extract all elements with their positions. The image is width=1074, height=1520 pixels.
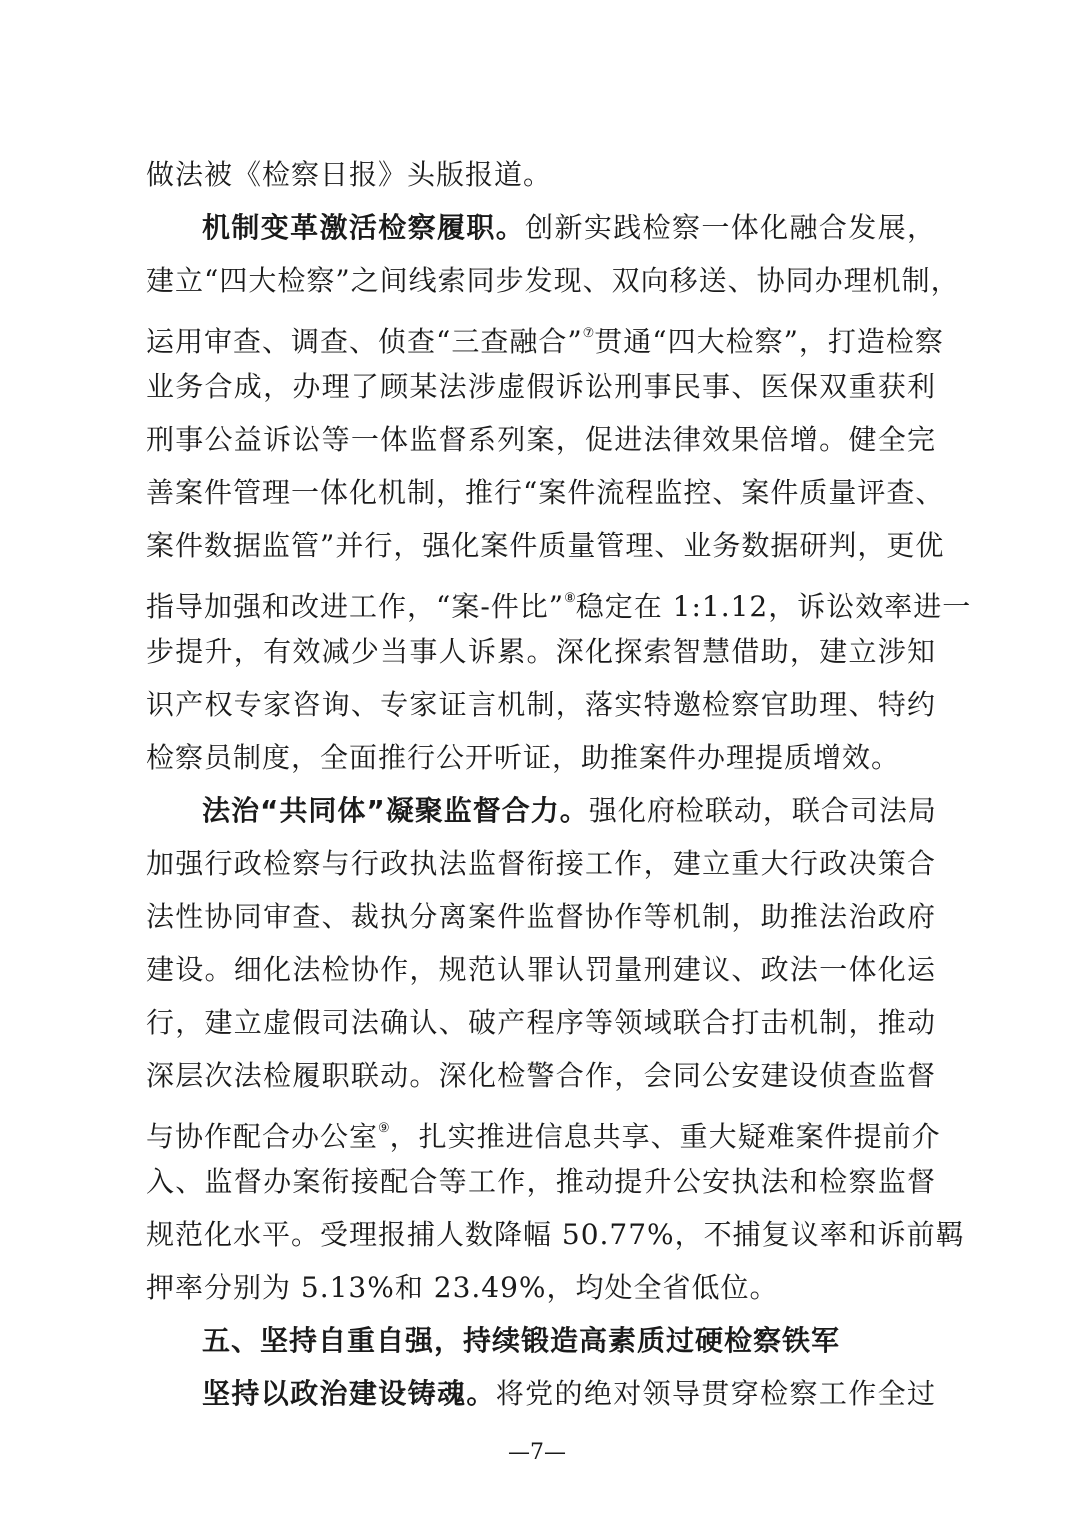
text: 建立“四大检察”之间线索同步发现、双向移送、协同办理机制， xyxy=(146,264,960,297)
text: 加强行政检察与行政执法监督衔接工作，建立重大行政决策合 xyxy=(146,847,936,880)
text: 规范化水平。受理报捕人数降幅 50.77%，不捕复议率和诉前羁 xyxy=(146,1218,965,1251)
paragraph-line xyxy=(146,1374,936,1414)
text: 创新实践检察一体化融合发展， xyxy=(525,211,936,244)
paragraph-line xyxy=(146,208,936,248)
text: 善案件管理一体化机制，推行“案件流程监控、案件质量评查、 xyxy=(146,476,945,509)
text: 行，建立虚假司法确认、破产程序等领域联合打击机制，推动 xyxy=(146,1006,936,1039)
paragraph-line xyxy=(146,950,936,990)
text: 将党的绝对领导贯穿检察工作全过 xyxy=(495,1377,936,1410)
paragraph-line xyxy=(146,526,945,566)
text: 运用审查、调查、侦查“三查融合” xyxy=(146,325,583,358)
text: 建设。细化法检协作，规范认罪认罚量刑建议、政法一体化运 xyxy=(146,953,936,986)
paragraph-line xyxy=(146,685,936,725)
section-lead: 坚持以政治建设铸魂。 xyxy=(202,1377,496,1410)
footnote-marker: ⑧ xyxy=(564,591,576,606)
paragraph-line xyxy=(146,1109,941,1157)
text: 入、监督办案衔接配合等工作，推动提升公安执法和检察监督 xyxy=(146,1165,936,1198)
paragraph-line xyxy=(146,473,945,513)
text: 案件数据监管”并行，强化案件质量管理、业务数据研判，更优 xyxy=(146,529,945,562)
text: 刑事公益诉讼等一体监督系列案，促进法律效果倍增。健全完 xyxy=(146,423,936,456)
heading-text: 五、坚持自重自强，持续锻造高素质过硬检察铁军 xyxy=(202,1324,841,1357)
section-lead: 机制变革激活检察履职。 xyxy=(202,211,526,244)
text: 做法被《检察日报》头版报道。 xyxy=(146,158,553,191)
text: 业务合成，办理了顾某法涉虚假诉讼刑事民事、医保双重获利 xyxy=(146,370,936,403)
text: 押率分别为 5.13%和 23.49%，均处全省低位。 xyxy=(146,1271,779,1304)
text: 检察员制度，全面推行公开听证，助推案件办理提质增效。 xyxy=(146,741,901,774)
text: 法性协同审查、裁执分离案件监督协作等机制，助推法治政府 xyxy=(146,900,936,933)
paragraph-line xyxy=(146,314,944,362)
text: 识产权专家咨询、专家证言机制，落实特邀检察官助理、特约 xyxy=(146,688,936,721)
page-number: —7— xyxy=(508,1440,566,1465)
paragraph-line xyxy=(146,1003,936,1043)
paragraph-line xyxy=(146,844,936,884)
section-heading xyxy=(146,1321,936,1361)
footnote-marker: ⑨ xyxy=(378,1121,390,1136)
paragraph-line xyxy=(146,261,960,301)
section-lead: 法治“共同体”凝聚监督合力。 xyxy=(202,794,589,827)
paragraph-line xyxy=(146,579,972,627)
paragraph-line xyxy=(146,420,936,460)
paragraph-line xyxy=(146,897,936,937)
paragraph-line xyxy=(146,1268,936,1308)
text: 强化府检联动，联合司法局 xyxy=(588,794,937,827)
paragraph-line xyxy=(146,738,936,778)
paragraph-line xyxy=(146,1056,936,1096)
paragraph-line xyxy=(146,791,936,831)
text: 深层次法检履职联动。深化检警合作，会同公安建设侦查监督 xyxy=(146,1059,936,1092)
paragraph-line xyxy=(146,367,936,407)
text: 稳定在 1:1.12，诉讼效率进一 xyxy=(575,590,972,623)
text: 步提升，有效减少当事人诉累。深化探索智慧借助，建立涉知 xyxy=(146,635,936,668)
paragraph-line xyxy=(146,1215,965,1255)
paragraph-line xyxy=(146,1162,936,1202)
text: 贯通“四大检察”，打造检察 xyxy=(594,325,944,358)
text: 指导加强和改进工作，“案-件比” xyxy=(146,590,565,623)
footnote-marker: ⑦ xyxy=(582,326,595,341)
text: ，扎实推进信息共享、重大疑难案件提前介 xyxy=(389,1120,941,1153)
paragraph-line xyxy=(146,155,936,195)
paragraph-line xyxy=(146,632,936,672)
text: 与协作配合办公室 xyxy=(146,1120,379,1153)
